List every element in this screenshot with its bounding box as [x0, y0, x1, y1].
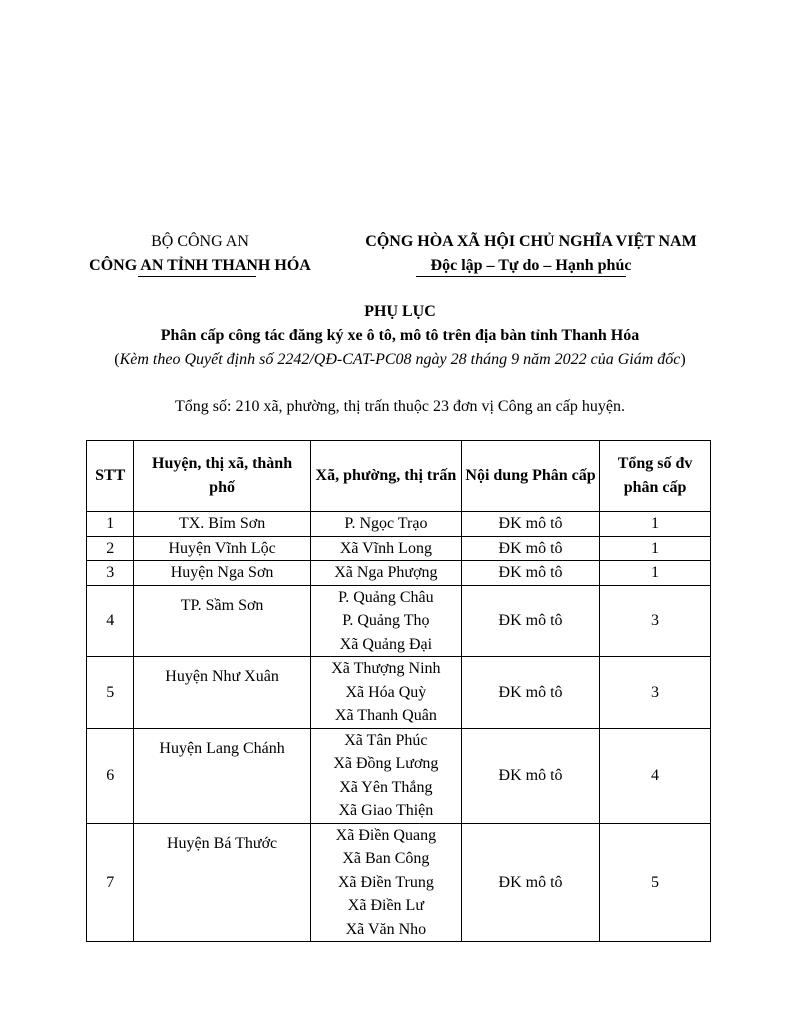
cell-total: 3: [600, 657, 711, 729]
cell-stt: 3: [87, 561, 134, 586]
cell-content: ĐK mô tô: [461, 561, 599, 586]
cell-content: ĐK mô tô: [461, 823, 599, 942]
cell-total: 1: [600, 512, 711, 537]
ward-name: Xã Quảng Đại: [339, 635, 433, 653]
cell-content: ĐK mô tô: [461, 512, 599, 537]
cell-wards: [310, 561, 461, 586]
ward-name: Xã Ban Công: [342, 850, 430, 867]
attachment-text: Kèm theo Quyết định số 2242/QĐ-CAT-PC08 ngày 28 tháng 9 năm 2022 của Giám đốc: [119, 351, 681, 368]
ward-name: Xã Văn Nho: [345, 920, 427, 938]
cell-district: Huyện Vĩnh Lộc: [134, 536, 310, 561]
ward-name: Xã Điền Trung: [337, 873, 434, 891]
ward-name: P. Ngọc Trạo: [344, 515, 428, 532]
unit-underline: [138, 276, 256, 277]
cell-wards: [310, 823, 461, 942]
country-name: CỘNG HÒA XÃ HỘI CHỦ NGHĨA VIỆT NAM: [365, 233, 697, 250]
attachment-close-paren: ): [680, 351, 686, 368]
cell-district: TP. Sầm Sơn: [134, 585, 310, 657]
table-row: [87, 512, 711, 537]
cell-district: Huyện Lang Chánh: [134, 728, 310, 823]
cell-stt: 1: [87, 512, 134, 537]
header-right: [336, 230, 726, 278]
table-header-row: [87, 441, 711, 512]
attachment-open-paren: (: [114, 351, 120, 368]
cell-total: 5: [600, 823, 711, 942]
ministry-name: BỘ CÔNG AN: [151, 233, 249, 250]
header-left: [70, 230, 330, 278]
cell-district: TX. Bỉm Sơn: [134, 512, 310, 537]
cell-total: 1: [600, 536, 711, 561]
cell-stt: 2: [87, 536, 134, 561]
ward-name: Xã Đồng Lương: [333, 755, 439, 772]
table-body: [87, 512, 711, 942]
table-row: [87, 728, 711, 823]
cell-wards: [310, 585, 461, 657]
motto: Độc lập – Tự do – Hạnh phúc: [430, 257, 632, 274]
document-subheading: Phân cấp công tác đăng ký xe ô tô, mô tô trên địa bàn tỉnh Thanh Hóa: [160, 327, 640, 344]
header-total: Tổng số đv phân cấp: [600, 441, 711, 512]
ward-name: P. Quảng Châu: [338, 588, 434, 606]
cell-content: ĐK mô tô: [461, 585, 599, 657]
title-block: [40, 300, 760, 372]
ward-name: Xã Tân Phúc: [344, 731, 428, 749]
table-row: [87, 536, 711, 561]
cell-stt: 5: [87, 657, 134, 729]
ward-name: Xã Thanh Quân: [334, 707, 437, 724]
ward-name: Xã Hóa Quỳ: [345, 683, 427, 701]
cell-content: ĐK mô tô: [461, 728, 599, 823]
cell-total: 4: [600, 728, 711, 823]
cell-total: 1: [600, 561, 711, 586]
cell-content: ĐK mô tô: [461, 536, 599, 561]
table-row: [87, 657, 711, 729]
header-district: Huyện, thị xã, thành phố: [134, 441, 310, 512]
header-ward: Xã, phường, thị trấn: [310, 441, 461, 512]
cell-stt: 4: [87, 585, 134, 657]
ward-name: Xã Nga Phượng: [334, 564, 438, 581]
cell-content: ĐK mô tô: [461, 657, 599, 729]
ward-name: Xã Điền Lư: [347, 897, 424, 914]
ward-name: P. Quảng Thọ: [342, 612, 430, 629]
unit-name: CÔNG AN TỈNH THANH HÓA: [89, 257, 311, 274]
cell-wards: [310, 657, 461, 729]
summary-text: Tổng số: 210 xã, phường, thị trấn thuộc 23 đơn vị Công an cấp huyện.: [175, 398, 625, 415]
header-stt: STT: [87, 441, 134, 512]
ward-name: Xã Điền Quang: [335, 826, 437, 844]
cell-stt: 7: [87, 823, 134, 942]
table-row: [87, 561, 711, 586]
ward-name: Xã Vĩnh Long: [339, 539, 432, 557]
attachment-note: [40, 348, 760, 372]
cell-wards: [310, 728, 461, 823]
cell-wards: [310, 536, 461, 561]
ward-name: Xã Thượng Ninh: [331, 660, 441, 677]
cell-district: Huyện Bá Thước: [134, 823, 310, 942]
header-content: Nội dung Phân cấp: [461, 441, 599, 512]
cell-wards: [310, 512, 461, 537]
cell-total: 3: [600, 585, 711, 657]
assignment-table: [86, 440, 711, 942]
ward-name: Xã Yên Thắng: [339, 778, 433, 796]
document-heading: PHỤ LỤC: [364, 303, 436, 320]
ward-name: Xã Giao Thiện: [338, 802, 434, 819]
table-row: [87, 823, 711, 942]
cell-district: Huyện Nga Sơn: [134, 561, 310, 586]
cell-stt: 6: [87, 728, 134, 823]
motto-underline: [416, 276, 626, 277]
table-row: [87, 585, 711, 657]
cell-district: Huyện Như Xuân: [134, 657, 310, 729]
